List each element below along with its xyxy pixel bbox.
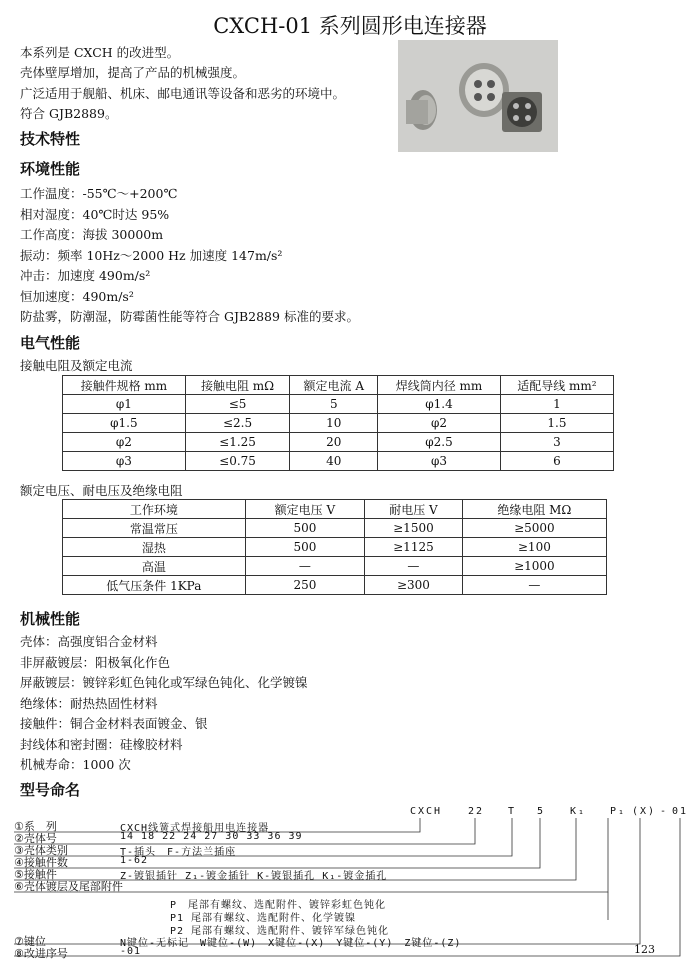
intro-line-4: 符合 GJB2889。 xyxy=(20,106,118,121)
naming-label: ⑥壳体镀层及尾部附件 xyxy=(14,880,123,893)
naming-value: CXCH线簧式焊接船用电连接器 xyxy=(120,823,270,834)
intro-line-1: 本系列是 CXCH 的改进型。 xyxy=(20,45,180,60)
env-line: 防盐雾，防潮湿，防霉菌性能等符合 GJB2889 标准的要求。 xyxy=(20,309,359,324)
code-part: P₁ xyxy=(610,806,627,817)
table-cell: φ3 xyxy=(63,452,186,471)
table-cell: φ3 xyxy=(378,452,501,471)
env-line: 相对湿度：40℃时达 95% xyxy=(20,207,170,222)
table-cell: ≤0.75 xyxy=(185,452,290,471)
table-cell: 常温常压 xyxy=(63,519,246,538)
table-cell: 500 xyxy=(245,519,364,538)
table-header-cell: 额定电压 V xyxy=(245,500,364,519)
naming-label: ③壳体类别 xyxy=(14,844,68,857)
naming-label: ⑤接触件 xyxy=(14,868,57,881)
table-cell: 1 xyxy=(500,395,613,414)
naming-value: 14 18 22 24 27 30 33 36 39 xyxy=(120,831,303,842)
table-cell: ≥300 xyxy=(365,576,463,595)
table-cell: ≤5 xyxy=(185,395,290,414)
table-header-cell: 工作环境 xyxy=(63,500,246,519)
table-cell: 3 xyxy=(500,433,613,452)
table1-caption: 接触电阻及额定电流 xyxy=(20,358,133,373)
mech-line: 非屏蔽镀层：阳极氧化作色 xyxy=(20,655,171,670)
table-cell: — xyxy=(365,557,463,576)
table-cell: φ2.5 xyxy=(378,433,501,452)
table-header-cell: 焊线筒内径 mm xyxy=(378,376,501,395)
table-cell: 40 xyxy=(290,452,378,471)
naming-value: T-插头 F-方法兰插座 xyxy=(120,847,237,858)
code-part: CXCH xyxy=(410,806,443,817)
table-cell: 5 xyxy=(290,395,378,414)
env-line: 工作温度：-55℃～+200℃ xyxy=(20,186,178,201)
table-cell: 250 xyxy=(245,576,364,595)
heading-mechanical: 机械性能 xyxy=(20,610,81,628)
code-part: 22 xyxy=(468,806,485,817)
page-title: CXCH-01 系列圆形电连接器 xyxy=(213,14,487,38)
heading-environment: 环境性能 xyxy=(20,160,81,178)
tail-option: P1 尾部有螺纹、选配附件、化学镀镍 xyxy=(170,913,357,924)
table-cell: — xyxy=(245,557,364,576)
table-header-cell: 适配导线 mm² xyxy=(500,376,613,395)
tail-option: P2 尾部有螺纹、选配附件、镀锌军绿色钝化 xyxy=(170,926,390,937)
env-line: 工作高度：海拔 30000m xyxy=(20,227,164,242)
naming-value: 1-62 xyxy=(120,855,149,866)
table-header-cell: 接触件规格 mm xyxy=(63,376,186,395)
table-cell: 6 xyxy=(500,452,613,471)
code-part: T xyxy=(508,806,517,817)
naming-label: ①系 列 xyxy=(14,820,57,833)
table-cell: — xyxy=(462,576,606,595)
table-cell: φ1.5 xyxy=(63,414,186,433)
mech-line: 绝缘体：耐热热固性材料 xyxy=(20,696,158,711)
naming-value: -01 xyxy=(120,946,142,957)
table-cell: φ2 xyxy=(63,433,186,452)
table-cell: ≥100 xyxy=(462,538,606,557)
mech-line: 封线体和密封圈：硅橡胶材料 xyxy=(20,737,183,752)
heading-model-naming: 型号命名 xyxy=(20,781,81,799)
table-header-cell: 耐电压 V xyxy=(365,500,463,519)
env-line: 冲击：加速度 490m/s² xyxy=(20,268,151,283)
table-cell: 低气压条件 1KPa xyxy=(63,576,246,595)
code-part: 5 xyxy=(537,806,546,817)
table-cell: ≤2.5 xyxy=(185,414,290,433)
table-cell: ≥1000 xyxy=(462,557,606,576)
env-line: 恒加速度：490m/s² xyxy=(20,289,134,304)
naming-label: ②壳体号 xyxy=(14,832,57,845)
code-part: 01 xyxy=(672,806,689,817)
intro-line-3: 广泛适用于舰船、机床、邮电通讯等设备和恶劣的环境中。 xyxy=(20,86,346,101)
naming-value: Z-镀银插针 Z₁-镀金插针 K-镀银插孔 K₁-镀金插孔 xyxy=(120,871,388,882)
table-cell: 湿热 xyxy=(63,538,246,557)
naming-label: ⑧改进序号 xyxy=(14,947,68,960)
page-number: 123 xyxy=(634,943,655,956)
table-cell: 高温 xyxy=(63,557,246,576)
table-cell: 500 xyxy=(245,538,364,557)
table-cell: ≥5000 xyxy=(462,519,606,538)
table-cell: 1.5 xyxy=(500,414,613,433)
heading-tech-specs: 技术特性 xyxy=(20,130,81,148)
code-part: K₁ xyxy=(570,806,587,817)
table-cell: ≤1.25 xyxy=(185,433,290,452)
naming-label: ④接触件数 xyxy=(14,856,68,869)
table-header-cell: 绝缘电阻 MΩ xyxy=(462,500,606,519)
table-cell: 10 xyxy=(290,414,378,433)
table-header-cell: 接触电阻 mΩ xyxy=(185,376,290,395)
table-cell: φ1 xyxy=(63,395,186,414)
naming-value: N键位-无标记 W键位-(W) X键位-(X) Y键位-(Y) Z键位-(Z) xyxy=(120,938,462,949)
table2-caption: 额定电压、耐电压及绝缘电阻 xyxy=(20,483,183,498)
table-cell: φ1.4 xyxy=(378,395,501,414)
tail-option: P 尾部有螺纹、选配附件、镀锌彩虹色钝化 xyxy=(170,900,387,911)
heading-electrical: 电气性能 xyxy=(20,334,81,352)
mech-line: 接触件：铜合金材料表面镀金、银 xyxy=(20,716,208,731)
code-part: - xyxy=(660,806,669,817)
code-part: (X) xyxy=(632,806,657,817)
mech-line: 屏蔽镀层：镀锌彩虹色钝化或军绿色钝化、化学镀镍 xyxy=(20,675,308,690)
env-line: 振动：频率 10Hz～2000 Hz 加速度 147m/s² xyxy=(20,248,283,263)
mech-line: 壳体：高强度铝合金材料 xyxy=(20,634,158,649)
table-cell: φ2 xyxy=(378,414,501,433)
table-header-cell: 额定电流 A xyxy=(290,376,378,395)
table-cell: 20 xyxy=(290,433,378,452)
mech-line: 机械寿命：1000 次 xyxy=(20,757,131,772)
table-cell: ≥1125 xyxy=(365,538,463,557)
intro-line-2: 壳体壁厚增加，提高了产品的机械强度。 xyxy=(20,65,246,80)
table-cell: ≥1500 xyxy=(365,519,463,538)
naming-label: ⑦键位 xyxy=(14,935,46,948)
